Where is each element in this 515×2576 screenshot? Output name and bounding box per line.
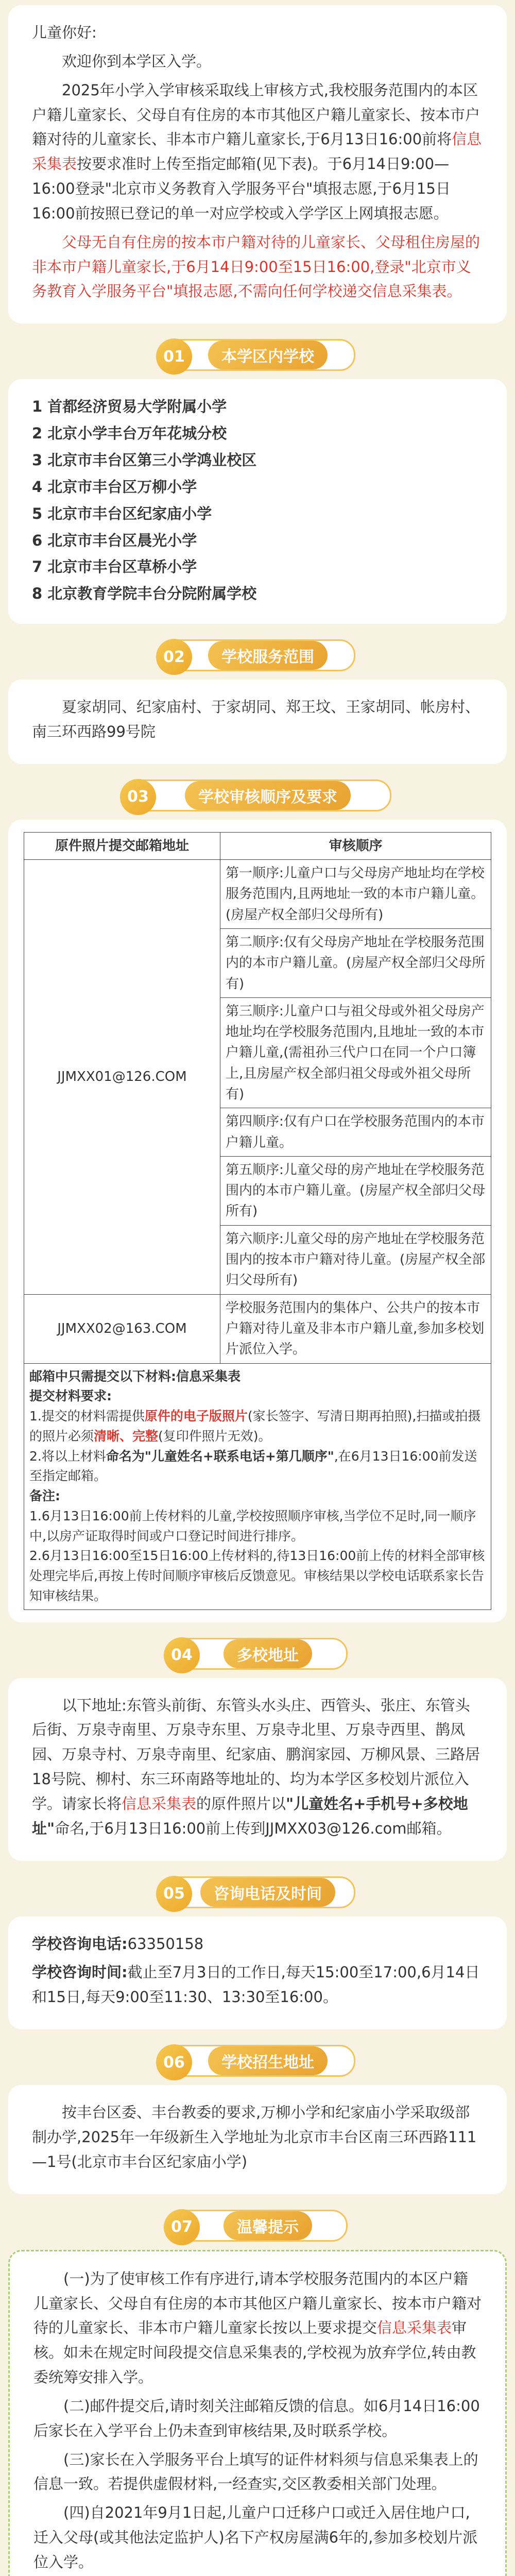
requirement-1: 1.提交的材料需提供原件的电子版照片(家长签字、写清日期再拍照),扫描或拍摄的照片必须清晰、完整(复印件照片无效)。 [29, 1409, 481, 1444]
order-cell: 第三顺序:儿童户口与祖父母或外祖父母房产地址均在学校服务范围内,且地址一致的本市户籍儿童,(需祖孙三代户口在同一个户口簿上,且房屋产权全部归祖父母或外祖父母所有) [220, 997, 491, 1108]
section-number: 02 [156, 639, 192, 675]
multi-address-text: 以下地址:东管头前街、东管头水头庄、西管头、张庄、东管头后街、万泉寺南里、万泉寺东里、万泉寺北里、万泉寺西里、鹊凤园、万泉寺村、万泉寺南里、纪家庙、鹏润家园、万柳风景、三路居18号院、柳村、东三环南路等地址的、均为本学区多校划片派位入学。请家长将信息采集表的原件照片以"儿童姓名+手机号+多校地址"命名,于6月13日16:00前上传到JJMXX03@126.com邮箱。 [32, 1696, 480, 1837]
intro-card [8, 5, 507, 324]
table-row [24, 1294, 491, 1363]
enroll-address-text: 按丰台区委、丰台教委的要求,万柳小学和纪家庙小学采取级部制办学,2025年一年级新生入学地址为北京市丰台区南三环西路111—1号(北京市丰台区纪家庙小学) [32, 2104, 477, 2171]
note-2: 2.6月13日16:00至15日16:00上传材料的,待13日16:00前上传的材料全部审核处理完毕后,再按上传时间顺序审核后反馈意见。审核结果以学校电话联系家长告知审核结果。 [29, 1548, 485, 1603]
notes-title: 备注: [29, 1488, 60, 1504]
order-column-header: 审核顺序 [220, 832, 491, 859]
section-header-06 [160, 2045, 355, 2077]
order-cell: 第二顺序:仅有父母房产地址在学校服务范围内的本市户籍儿童。(房屋产权全部归父母所有) [220, 928, 491, 997]
requirements-subtitle: 提交材料要求: [29, 1388, 112, 1404]
school-item: 1 首都经济贸易大学附属小学 [32, 398, 227, 416]
school-item: 3 北京市丰台区第三小学鸿业校区 [32, 451, 257, 469]
table-row [24, 860, 491, 929]
section-title: 咨询电话及时间 [200, 1878, 335, 1907]
school-item: 2 北京小学丰台万年花城分校 [32, 425, 227, 443]
service-range-text: 夏家胡同、纪家庙村、于家胡同、郑王坟、王家胡同、帐房村、南三环西路99号院 [32, 698, 480, 740]
email-column-header: 原件照片提交邮箱地址 [24, 832, 220, 859]
order-cell: 第五顺序:儿童父母的房产地址在学校服务范围内的本市户籍儿童。(房屋产权全部归父母所有) [220, 1156, 491, 1225]
order-cell: 第六顺序:儿童父母的房产地址在学校服务范围内的按本市户籍对待儿童。(房屋产权全部归父母所有) [220, 1225, 491, 1294]
order-cell: 第一顺序:儿童户口与父母房产地址均在学校服务范围内,且两地址一致的本市户籍儿童。(房屋产权全部归父母所有) [220, 860, 491, 929]
email-cell: JJMXX01@126.COM [24, 860, 220, 1295]
section-header-04 [167, 1638, 348, 1670]
table-row [24, 1363, 491, 1609]
section-title: 多校地址 [224, 1639, 312, 1668]
table-header-row [24, 832, 491, 859]
order-cell: 第四顺序:仅有户口在学校服务范围内的本市户籍儿童。 [220, 1108, 491, 1157]
section-header-07 [167, 2210, 348, 2242]
tip-item: (二)邮件提交后,请时刻关注邮箱反馈的信息。如6月14日16:00后家长在入学平台上仍未查到审核结果,及时联系学校。 [33, 2397, 480, 2439]
school-item: 7 北京市丰台区草桥小学 [32, 558, 197, 576]
section-title: 温馨提示 [224, 2211, 312, 2240]
service-range-card [8, 680, 507, 764]
section-header-03 [124, 779, 391, 811]
consult-time: 学校咨询时间:截止至7月3日的工作日,每天15:00至17:00,6月14日和15日,每天9:00至11:30、13:30至16:00。 [32, 1963, 480, 2006]
section-title: 学校服务范围 [208, 641, 328, 670]
tip-item: (三)家长在入学服务平台上填写的证件材料须与信息采集表上的信息一致。若提供虚假材料,一经查实,交区教委相关部门处理。 [33, 2450, 478, 2493]
tip-item: (四)自2021年9月1日起,儿童户口迁移户口或迁入居住地户口,迁入父母(或其他法定监护人)名下产权房屋满6年的,参加多校划片派位入学。 [33, 2504, 478, 2571]
email-cell: JJMXX02@163.COM [24, 1294, 220, 1363]
section-number: 06 [156, 2044, 192, 2080]
enroll-address-card [8, 2085, 507, 2194]
section-number: 05 [156, 1876, 192, 1912]
school-item: 5 北京市丰台区纪家庙小学 [32, 504, 212, 522]
review-card [8, 820, 507, 1622]
requirement-2: 2.将以上材料命名为"儿童姓名+联系电话+第几顺序",在6月13日16:00前发送至指定邮箱。 [29, 1448, 477, 1484]
section-header-02 [160, 639, 355, 671]
tips-card [8, 2250, 507, 2576]
section-number: 07 [164, 2209, 200, 2245]
consult-card [8, 1917, 507, 2030]
welcome-text: 欢迎你到本学区入学。 [62, 52, 212, 70]
school-item: 6 北京市丰台区晨光小学 [32, 531, 197, 549]
order-cell: 学校服务范围内的集体户、公共户的按本市户籍对待儿童及非本市户籍儿童,参加多校划片派位入学。 [220, 1294, 491, 1363]
intro-paragraph-2: 父母无自有住房的按本市户籍对待的儿童家长、父母租住房屋的非本市户籍儿童家长,于6月14日9:00至15日16:00,登录"北京市义务教育入学服务平台"填报志愿,不需向任何学校递交信息采集表。 [32, 233, 480, 300]
school-item: 4 北京市丰台区万柳小学 [32, 478, 197, 496]
requirements-cell [24, 1363, 491, 1609]
requirements-title: 邮箱中只需提交以下材料:信息采集表 [29, 1368, 241, 1384]
section-header-01 [160, 339, 355, 371]
section-title: 本学区内学校 [208, 341, 328, 369]
multi-address-card [8, 1678, 507, 1861]
section-header-05 [160, 1876, 355, 1908]
review-table [24, 832, 491, 1610]
intro-paragraph-1: 2025年小学入学审核采取线上审核方式,我校服务范围内的本区户籍儿童家长、父母自有住房的本市其他区户籍儿童家长、按本市户籍对待的儿童家长、非本市户籍儿童家长,于6月13日16:00前将信息采集表按要求准时上传至指定邮箱(见下表)。于6月14日9:00—16:00登录"北京市义务教育入学服务平台"填报志愿,于6月15日16:00前按照已登记的单一对应学校或入学学区上网填报志愿。 [32, 81, 482, 222]
note-1: 1.6月13日16:00前上传材料的儿童,学校按照顺序审核,当学位不足时,同一顺序中,以房产证取得时间或户口登记时间进行排序。 [29, 1508, 476, 1544]
section-number: 01 [156, 338, 192, 375]
section-title: 学校招生地址 [208, 2046, 328, 2075]
consult-phone: 学校咨询电话:63350158 [32, 1935, 204, 1953]
section-number: 04 [164, 1637, 200, 1673]
school-item: 8 北京教育学院丰台分院附属学校 [32, 585, 257, 603]
tip-item: (一)为了使审核工作有序进行,请本学校服务范围内的本区户籍儿童家长、父母自有住房的本市其他区户籍儿童家长、按本市户籍对待的儿童家长、非本市户籍儿童家长按以上要求提交信息采集表审核。如未在规定时间段提交信息采集表的,学校视为放弃学位,转由教委统筹安排入学。 [33, 2269, 482, 2386]
greeting: 儿童你好: [32, 24, 97, 41]
schools-card [8, 379, 507, 624]
section-number: 03 [120, 779, 156, 815]
section-title: 学校审核顺序及要求 [185, 781, 351, 810]
